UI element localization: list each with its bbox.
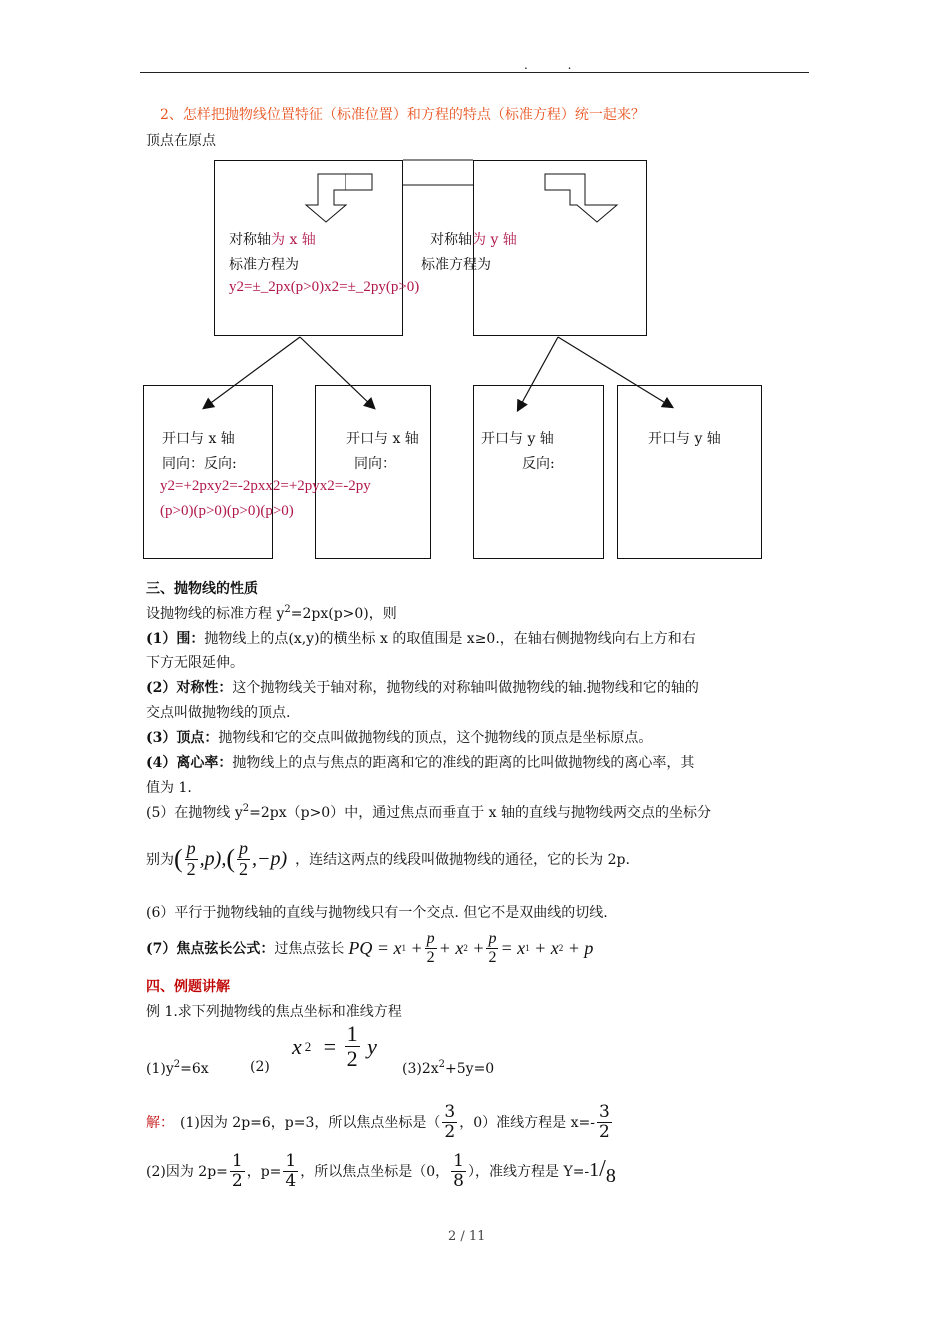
box1-eq2: (p>0)(p>0)(p>0)(p>0) (160, 503, 294, 519)
solution-1 (146, 1100, 614, 1144)
prop5-sup: 2 (242, 803, 250, 814)
box1-line1: 开口与 x 轴 (162, 431, 235, 447)
header-dots: . . (524, 58, 590, 72)
ex-c-sup: 2 (438, 1059, 446, 1070)
prop2 (146, 677, 699, 697)
prop5-post: ，连结这两点的线段叫做抛物线的通径，它的长为 2p. (295, 852, 630, 868)
prop4-head: (4）离心率： (146, 755, 233, 771)
example1-item-b-formula: x 2 = $\frac{1}{2}$ y (292, 1021, 377, 1072)
box-right-axis (430, 229, 517, 249)
intro-rest: =2px(p>0)，则 (290, 606, 397, 622)
slash-den: 8 (605, 1164, 616, 1187)
prop3 (146, 727, 652, 747)
question-2: 2、怎样把抛物线位置特征（标准位置）和方程的特点（标准方程）统一起来？ (160, 107, 645, 123)
focal-chord-formula: PQ = x 1 + $\frac{p}{2}$ + x 2 + $\frac{p}{2}$ = x 1 + x 2 + p (348, 929, 594, 966)
box2-line2: 同向： (354, 456, 396, 472)
intro-a: 设抛物线的标准方程 y (146, 606, 285, 622)
box3-line1: 开口与 y 轴 (481, 431, 554, 447)
box-left-axis-red: 为 x 轴 (271, 232, 316, 248)
frac-3-2-b: $\frac{3}{2}$ (598, 1101, 610, 1142)
page-number: 2 / 11 (448, 1229, 486, 1244)
ex-a: (1)y (146, 1061, 174, 1077)
box4-line1: 开口与 y 轴 (648, 431, 721, 447)
box-right-axis-prefix: 对称轴 (430, 232, 472, 248)
intro-sup: 2 (284, 604, 291, 615)
section3-intro (146, 603, 397, 623)
solution-2 (146, 1149, 616, 1193)
slash-num: 1 (589, 1158, 600, 1181)
box-left-axis (229, 229, 316, 249)
section3-title: 三、抛物线的性质 (146, 581, 258, 597)
sol1-a: (1)因为 2p=6，p=3，所以焦点坐标是（ (180, 1115, 441, 1131)
box3-line2: 反向: (522, 456, 555, 472)
prop6: (6）平行于抛物线轴的直线与抛物线只有一个交点. 但它不是双曲线的切线. (146, 905, 608, 921)
prop5-b: =2px（p>0）中，通过焦点而垂直于 x 轴的直线与抛物线两交点的坐标分 (249, 805, 711, 821)
prop5-pre: 别为 (146, 852, 174, 868)
box-right-eq-label: 标准方程为 (421, 257, 491, 273)
prop4-cont: 值为 1. (146, 780, 192, 796)
prop3-text: 抛物线和它的交点叫做抛物线的顶点，这个抛物线的顶点是坐标原点。 (218, 730, 653, 746)
ex-a-sup: 2 (173, 1059, 181, 1070)
solution-label: 解： (146, 1115, 174, 1131)
prop2-head: (2）对称性： (146, 680, 233, 696)
example1: 例 1.求下列抛物线的焦点坐标和准线方程 (146, 1004, 402, 1020)
prop5-coords (146, 834, 630, 884)
sol1-b: ，0）准线方程是 x=- (459, 1115, 595, 1131)
box-left-eq: y2=±_2px(p>0)x2=±_2py(p>0) (229, 279, 420, 295)
sol2-a: (2)因为 2p= (146, 1164, 228, 1180)
box-right-axis-red: 为 y 轴 (472, 232, 517, 248)
prop7-text: 过焦点弦长 (274, 941, 345, 957)
frac-3-2: $\frac{3}{2}$ (444, 1101, 456, 1142)
sol2-d: ），准线方程是 Y=- (468, 1164, 590, 1180)
frac-1-8: $\frac{1}{8}$ (453, 1150, 464, 1191)
prop3-head: (3）顶点： (146, 730, 219, 746)
prop2-cont: 交点叫做抛物线的顶点. (146, 705, 291, 721)
box1-line2: 同向：反向: (162, 456, 237, 472)
prop4-text: 抛物线上的点与焦点的距离和它的准线的距离的比叫做抛物线的离心率，其 (232, 755, 695, 771)
ex-a-rest: =6x (180, 1061, 209, 1077)
frac-1-4: $\frac{1}{4}$ (285, 1150, 297, 1191)
box1-eq1: y2=+2pxy2=-2pxx2=+2pyx2=-2py (160, 478, 371, 494)
vertex-origin-label: 顶点在原点 (146, 133, 216, 149)
prop5-a: (5）在抛物线 y (146, 805, 243, 821)
slash-frac-1-8: 1/8 (589, 1155, 616, 1187)
prop5 (146, 802, 711, 822)
sol2-c: ，所以焦点坐标是（0， (300, 1164, 450, 1180)
box-left-axis-prefix: 对称轴 (229, 232, 271, 248)
prop4 (146, 752, 694, 772)
prop7 (146, 926, 593, 970)
prop1-cont: 下方无限延伸。 (146, 655, 244, 671)
example1-item-a (146, 1059, 209, 1077)
prop1-text: 抛物线上的点(x,y)的横坐标 x 的取值围是 x≥0.，在轴右侧抛物线向右上方和右 (204, 631, 696, 647)
frac-1-2: $\frac{1}{2}$ (231, 1150, 243, 1191)
coord-formula: ( $\frac{p}{2}$ ,p), ( $\frac{p}{2}$ ,−p) (174, 837, 288, 879)
prop1 (146, 628, 696, 648)
example1-item-c (402, 1059, 494, 1077)
box-left-eq-label: 标准方程为 (229, 257, 299, 273)
sol2-b: ，p= (246, 1164, 282, 1180)
example1-item-b: (2) (250, 1059, 270, 1075)
ex-c: (3)2x (402, 1061, 439, 1077)
box2-line1: 开口与 x 轴 (346, 431, 419, 447)
prop7-head: (7）焦点弦长公式： (146, 941, 275, 957)
prop2-text: 这个抛物线关于轴对称，抛物线的对称轴叫做抛物线的轴.抛物线和它的轴的 (232, 680, 699, 696)
prop1-head: (1）围： (146, 631, 205, 647)
ex-c-rest: +5y=0 (445, 1061, 495, 1077)
section4-title: 四、例题讲解 (146, 979, 230, 995)
